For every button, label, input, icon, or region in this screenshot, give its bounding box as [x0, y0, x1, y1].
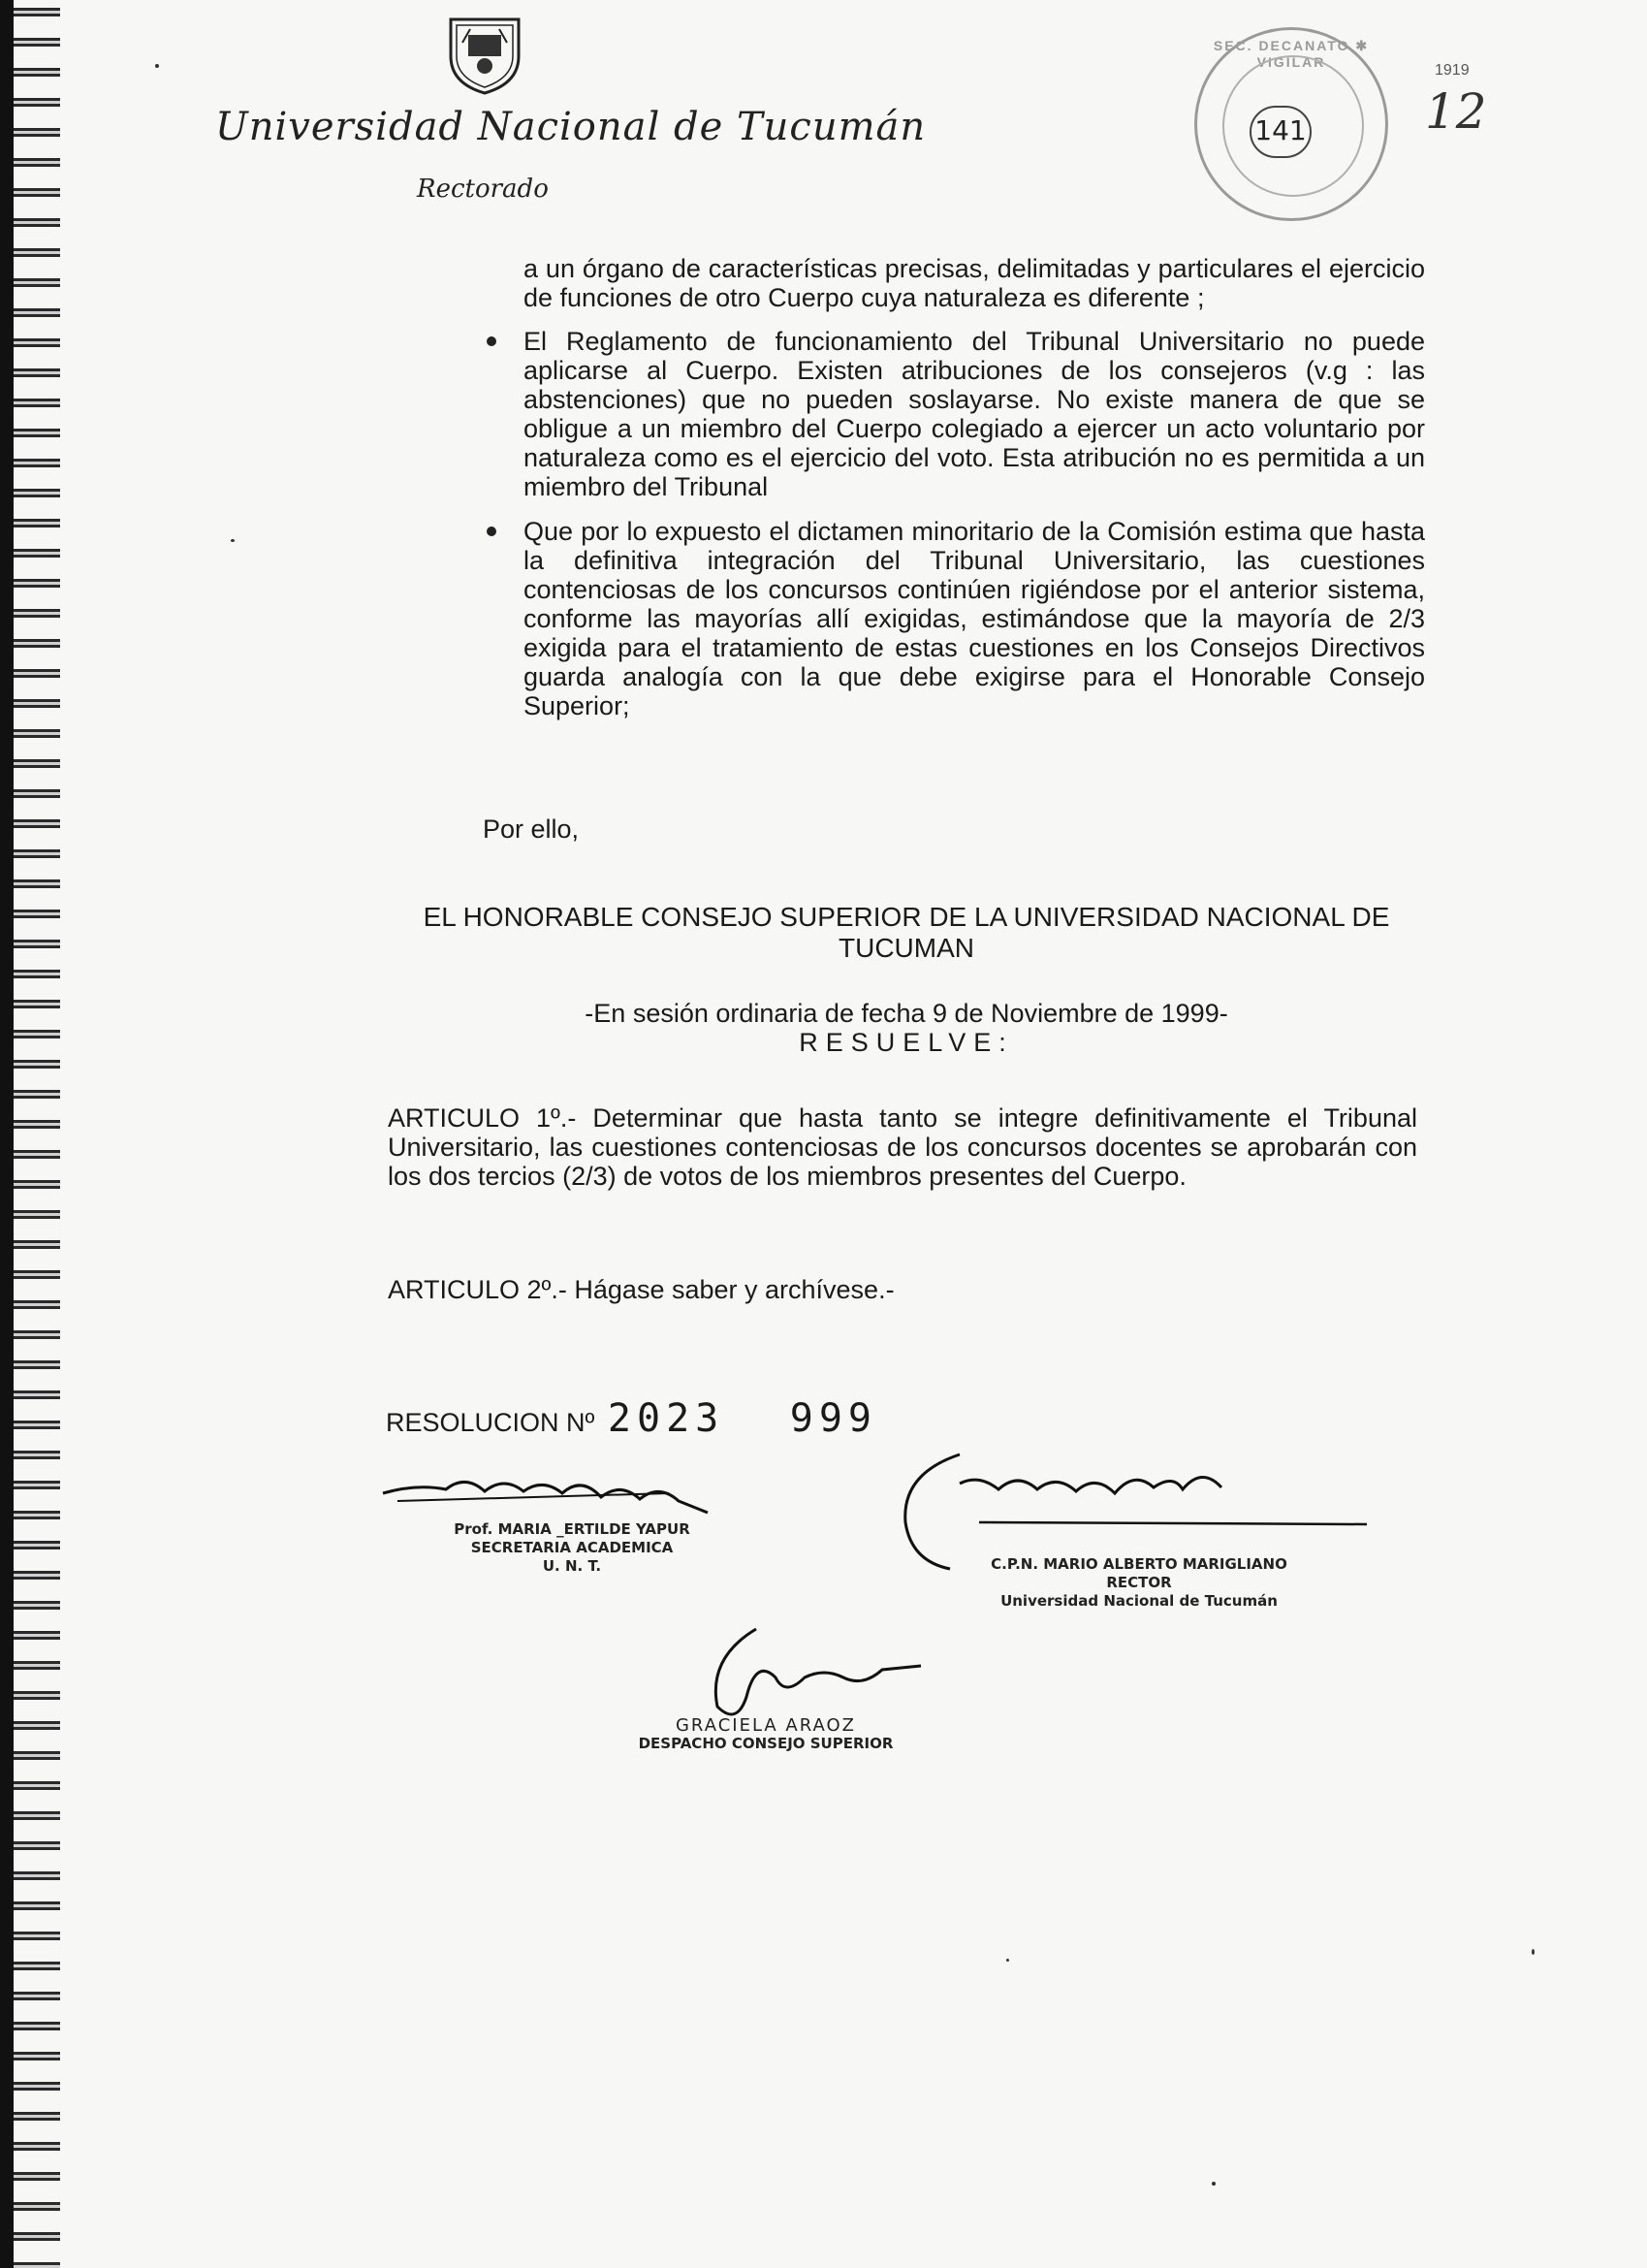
article-1: ARTICULO 1º.- Determinar que hasta tanto se integre definitivamente el Tribunal Universitario, las cuestiones contenciosas de los concursos docentes se aprobarán con los dos tercios (2/3) de votos de los miembros presentes del Cuerpo.: [388, 1103, 1417, 1191]
resolution-number: [386, 1396, 877, 1441]
clerk-name: GRACIELA ARAOZ: [675, 1715, 857, 1736]
scan-speck: [231, 539, 235, 542]
considerations-bullet: [523, 327, 1425, 501]
university-name: Universidad Nacional de Tucumán: [215, 105, 927, 149]
folio-small: 1919: [1435, 62, 1470, 79]
clerk-block: [620, 1716, 911, 1753]
session-date: -En sesión ordinaria de fecha 9 de Noviembre de 1999-: [585, 999, 1228, 1028]
stamp-number: 141: [1250, 106, 1312, 158]
scan-speck: [1006, 1959, 1009, 1962]
resolution-label: RESOLUCION Nº: [386, 1408, 595, 1437]
secretary-signature: [378, 1454, 727, 1522]
bullet-text: Que por lo expuesto el dictamen minoritario de la Comisión estima que hasta la definitiva integración del Tribunal Universitario, las cuestiones contenciosas de los concursos continúen rigiéndose por el anterior sistema, conforme las mayorías allí exigidas, estimándose que la mayoría de 2/3 exigida para el tratamiento de estas cuestiones en los Consejos Directivos guarda analogía con la que debe exigirse para el Honorable Consejo Superior;: [523, 517, 1425, 720]
secretary-name: Prof. MARIA _ERTILDE YAPUR: [454, 1520, 690, 1538]
binding-edge: [0, 0, 14, 2268]
bullet-icon: [487, 527, 496, 536]
rector-title: RECTOR: [1106, 1574, 1172, 1591]
scan-speck: [155, 64, 159, 68]
secretary-org: U. N. T.: [542, 1557, 602, 1575]
clerk-title: DESPACHO CONSEJO SUPERIOR: [638, 1735, 894, 1752]
rector-org: Universidad Nacional de Tucumán: [1000, 1592, 1278, 1610]
office-name: Rectorado: [417, 175, 549, 204]
resolution-year: 999: [789, 1396, 878, 1441]
considerations-bullet: [523, 517, 1425, 720]
bullet-text: El Reglamento de funcionamiento del Tribunal Universitario no puede aplicarse al Cuerpo. Existen atribuciones de los consejeros (v.g : las abstenciones) que no pueden soslayarse. No existe manera de que se obligue a un miembro del Cuerpo colegiado a ejercer un acto voluntario por naturaleza como es el ejercicio del voto. Esta atribución no es permitida a un miembro del Tribunal: [523, 327, 1425, 501]
reception-stamp: [1194, 27, 1388, 221]
scan-speck: [1212, 2182, 1216, 2186]
rector-name: C.P.N. MARIO ALBERTO MARIGLIANO: [991, 1555, 1287, 1573]
council-line-2: TUCUMAN: [839, 933, 974, 963]
stamp-text: SEC. DECANATO ✱ VIGILAR: [1213, 38, 1370, 70]
secretary-title: SECRETARIA ACADEMICA: [470, 1539, 674, 1556]
scan-speck: [1532, 1949, 1535, 1955]
resuelve-heading: RESUELVE:: [799, 1028, 1014, 1057]
secretary-block: [407, 1520, 737, 1576]
por-ello: Por ello,: [483, 815, 580, 844]
bullet-icon: [487, 336, 496, 346]
article-2: ARTICULO 2º.- Hágase saber y archívese.-: [388, 1275, 895, 1304]
council-heading: [388, 902, 1425, 964]
folio-number: 12: [1425, 83, 1487, 140]
resolution-number-value: 2023: [607, 1396, 725, 1441]
rector-block: [979, 1555, 1299, 1611]
considerations-continuation: a un órgano de características precisas, delimitadas y particulares el ejercicio de funciones de otro Cuerpo cuya naturaleza es diferente ;: [523, 254, 1425, 312]
university-crest-icon: [441, 14, 528, 95]
council-line-1: EL HONORABLE CONSEJO SUPERIOR DE LA UNIVERSIDAD NACIONAL DE: [423, 902, 1390, 932]
